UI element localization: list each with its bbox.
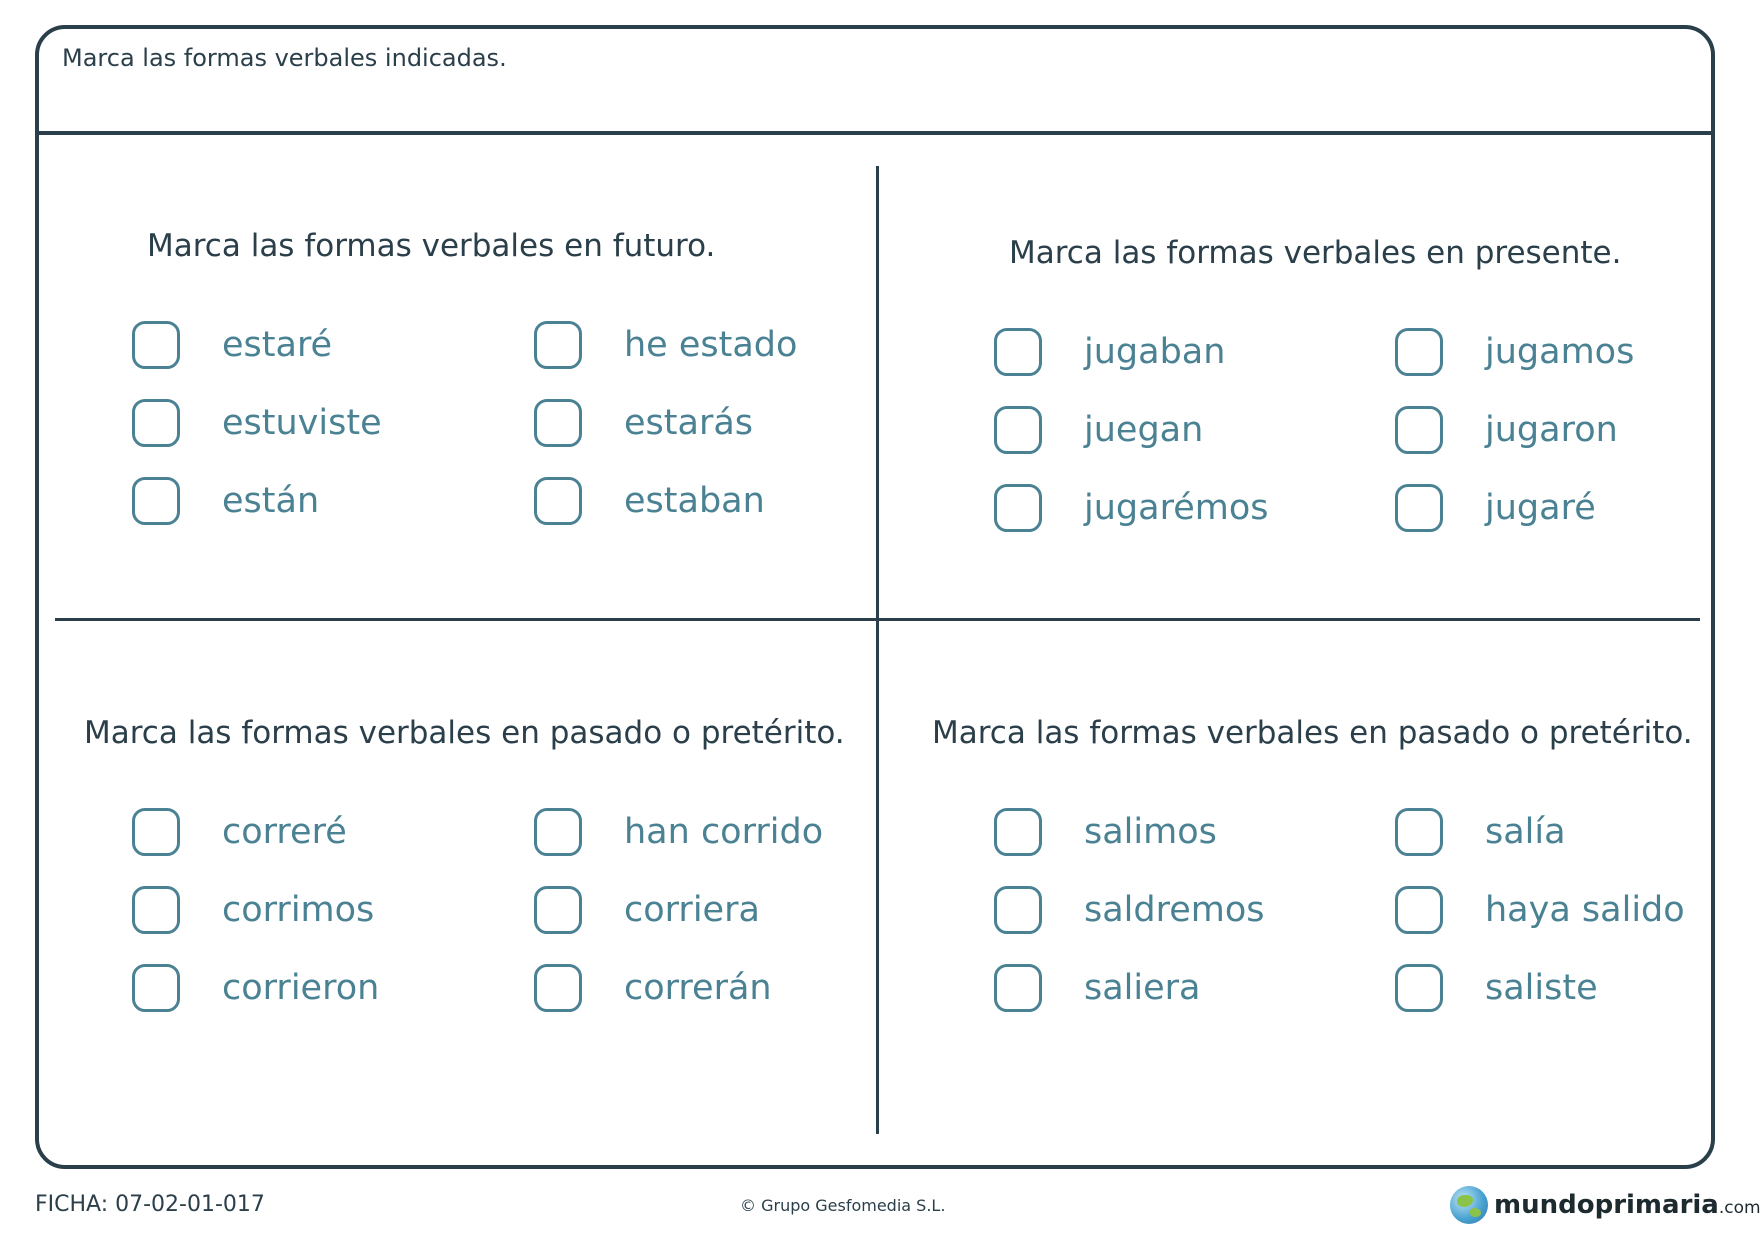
checkbox[interactable] xyxy=(994,328,1042,376)
checkbox[interactable] xyxy=(1395,406,1443,454)
checkbox[interactable] xyxy=(994,406,1042,454)
option-2-5[interactable] xyxy=(1395,404,1618,456)
checkbox[interactable] xyxy=(534,321,582,369)
option-label: correrán xyxy=(624,968,772,1008)
logo-main: mundoprimaria xyxy=(1494,1190,1719,1220)
option-4-5[interactable] xyxy=(1395,884,1685,936)
section-2-title: Marca las formas verbales en presente. xyxy=(1009,235,1622,271)
option-label: estarás xyxy=(624,403,754,443)
ficha-code: FICHA: 07-02-01-017 xyxy=(35,1192,265,1217)
checkbox[interactable] xyxy=(994,886,1042,934)
option-1-3[interactable] xyxy=(132,475,319,527)
option-label: jugarémos xyxy=(1084,488,1269,528)
option-label: estuviste xyxy=(222,403,382,443)
option-1-4[interactable] xyxy=(534,319,797,371)
option-3-4[interactable] xyxy=(534,806,823,858)
checkbox[interactable] xyxy=(132,886,180,934)
checkbox[interactable] xyxy=(534,964,582,1012)
checkbox[interactable] xyxy=(534,886,582,934)
checkbox[interactable] xyxy=(534,808,582,856)
checkbox[interactable] xyxy=(994,484,1042,532)
checkbox[interactable] xyxy=(132,321,180,369)
brand-logo[interactable] xyxy=(1450,1185,1761,1225)
checkbox[interactable] xyxy=(534,477,582,525)
option-label: saliste xyxy=(1485,968,1598,1008)
option-4-6[interactable] xyxy=(1395,962,1598,1014)
option-3-1[interactable] xyxy=(132,806,347,858)
option-1-5[interactable] xyxy=(534,397,753,449)
option-4-4[interactable] xyxy=(1395,806,1566,858)
option-label: jugamos xyxy=(1485,332,1635,372)
section-4-title: Marca las formas verbales en pasado o pretérito. xyxy=(932,715,1693,751)
option-1-2[interactable] xyxy=(132,397,382,449)
option-label: corriera xyxy=(624,890,760,930)
option-3-3[interactable] xyxy=(132,962,379,1014)
option-2-4[interactable] xyxy=(1395,326,1634,378)
option-2-1[interactable] xyxy=(994,326,1225,378)
section-1-title: Marca las formas verbales en futuro. xyxy=(147,228,716,264)
option-label: estaré xyxy=(222,325,333,365)
copyright: © Grupo Gesfomedia S.L. xyxy=(740,1196,946,1215)
option-3-5[interactable] xyxy=(534,884,760,936)
logo-domain: .com xyxy=(1718,1198,1761,1218)
option-2-3[interactable] xyxy=(994,482,1268,534)
checkbox[interactable] xyxy=(132,477,180,525)
option-label: jugaron xyxy=(1485,410,1618,450)
option-label: saliera xyxy=(1084,968,1201,1008)
option-label: correré xyxy=(222,812,347,852)
option-label: estaban xyxy=(624,481,765,521)
option-2-6[interactable] xyxy=(1395,482,1596,534)
checkbox[interactable] xyxy=(1395,886,1443,934)
header-divider xyxy=(35,131,1715,135)
option-1-1[interactable] xyxy=(132,319,332,371)
option-label: han corrido xyxy=(624,812,824,852)
checkbox[interactable] xyxy=(132,399,180,447)
checkbox[interactable] xyxy=(1395,484,1443,532)
option-label: jugaré xyxy=(1485,488,1596,528)
option-label: salía xyxy=(1485,812,1566,852)
option-1-6[interactable] xyxy=(534,475,765,527)
option-label: haya salido xyxy=(1485,890,1685,930)
checkbox[interactable] xyxy=(534,399,582,447)
option-label: he estado xyxy=(624,325,798,365)
vertical-divider xyxy=(876,166,879,1134)
option-label: juegan xyxy=(1084,410,1204,450)
option-label: salimos xyxy=(1084,812,1217,852)
checkbox[interactable] xyxy=(994,964,1042,1012)
instruction-text: Marca las formas verbales indicadas. xyxy=(62,44,507,72)
option-label: están xyxy=(222,481,320,521)
checkbox[interactable] xyxy=(994,808,1042,856)
option-4-3[interactable] xyxy=(994,962,1201,1014)
option-label: jugaban xyxy=(1084,332,1226,372)
option-3-2[interactable] xyxy=(132,884,374,936)
option-label: corrieron xyxy=(222,968,380,1008)
option-3-6[interactable] xyxy=(534,962,772,1014)
option-4-1[interactable] xyxy=(994,806,1217,858)
option-2-2[interactable] xyxy=(994,404,1203,456)
checkbox[interactable] xyxy=(1395,328,1443,376)
option-label: corrimos xyxy=(222,890,375,930)
horizontal-divider xyxy=(55,618,1700,621)
checkbox[interactable] xyxy=(132,964,180,1012)
logo-text xyxy=(1494,1190,1761,1220)
checkbox[interactable] xyxy=(1395,808,1443,856)
checkbox[interactable] xyxy=(1395,964,1443,1012)
option-label: saldremos xyxy=(1084,890,1265,930)
option-4-2[interactable] xyxy=(994,884,1265,936)
section-3-title: Marca las formas verbales en pasado o pretérito. xyxy=(84,715,845,751)
checkbox[interactable] xyxy=(132,808,180,856)
globe-icon xyxy=(1450,1186,1488,1224)
